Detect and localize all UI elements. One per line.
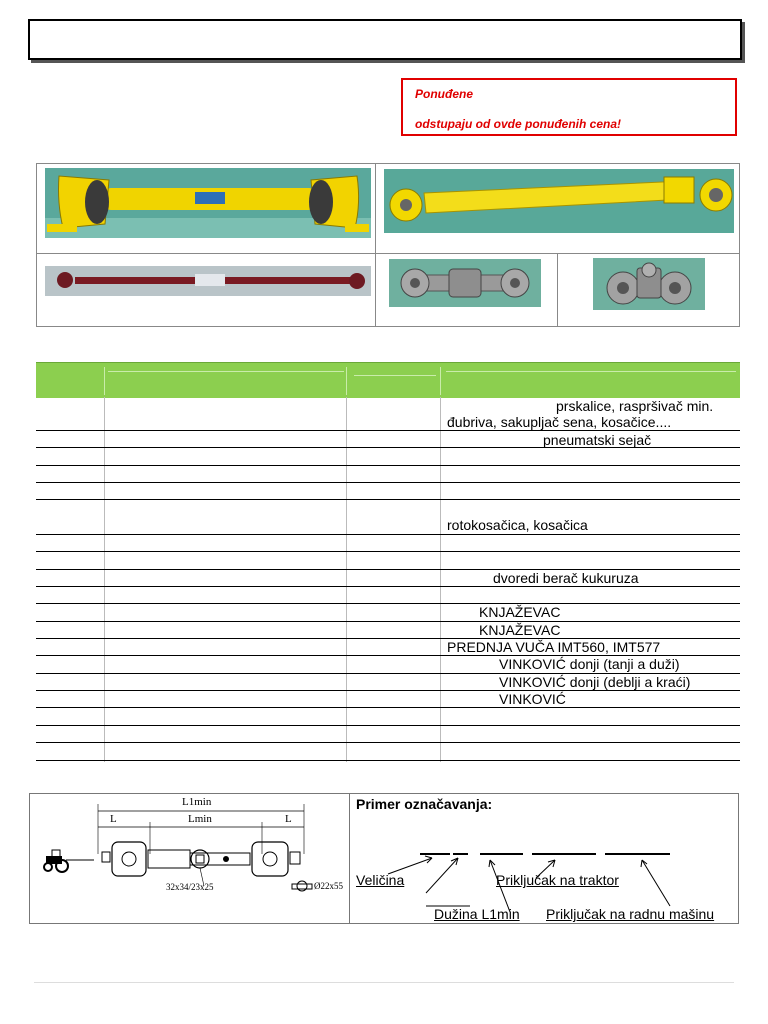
table-cell: dvoredi berač kukuruza [493, 570, 639, 586]
price-notice [401, 78, 737, 136]
product-photo-grid [36, 163, 740, 327]
universal-joint-wide-angle-photo [593, 258, 705, 310]
table-cell: pneumatski sejač [543, 432, 652, 448]
table-cell: KNJAŽEVAC [479, 622, 561, 638]
dim-lmin: Lmin [188, 813, 212, 825]
dim-l-right: L [285, 813, 292, 825]
table-cell: VINKOVIĆ donji (deblji a kraći) [499, 674, 691, 690]
title-box [28, 19, 742, 60]
table-header-row [36, 362, 740, 398]
pto-shaft-red-photo [45, 266, 371, 296]
notice-line-1: Ponuđene [415, 87, 474, 101]
shaft-dimension-drawing [30, 794, 348, 923]
notice-line-2: odstupaju od ovde ponuđenih cena! [415, 117, 621, 131]
table-cell: KNJAŽEVAC [479, 604, 561, 620]
label-size: Veličina [356, 872, 405, 888]
label-length: Dužina L1min [434, 906, 520, 922]
dim-l-left: L [110, 813, 117, 825]
pto-shaft-yellow-tube-photo [384, 169, 734, 233]
label-tractor: Priključak na traktor [496, 872, 619, 888]
table-cell: VINKOVIĆ donji (tanji a duži) [499, 656, 680, 672]
marking-section [29, 793, 739, 924]
parts-table [36, 362, 740, 762]
table-cell: PREDNJA VUČA IMT560, IMT577 [447, 639, 661, 655]
example-title: Primer označavanja: [356, 796, 493, 812]
universal-joint-double-photo [389, 259, 541, 307]
label-machine: Priključak na radnu mašinu [546, 906, 715, 922]
marking-diagram [350, 794, 740, 923]
dim-l1min: L1min [182, 796, 212, 808]
dim-profile: 32x34/23x25 [166, 882, 214, 892]
table-cell: VINKOVIĆ [499, 691, 566, 707]
table-cell: rotokosačica, kosačica [447, 517, 588, 533]
pto-shaft-yellow-guard-photo [45, 168, 371, 238]
table-cell: đubriva, sakupljač sena, kosačice.... [447, 414, 672, 430]
footer-divider [34, 982, 734, 983]
dim-cross: Ø22x55 [314, 881, 343, 891]
table-cell: prskalice, raspršivač min. [556, 398, 714, 414]
